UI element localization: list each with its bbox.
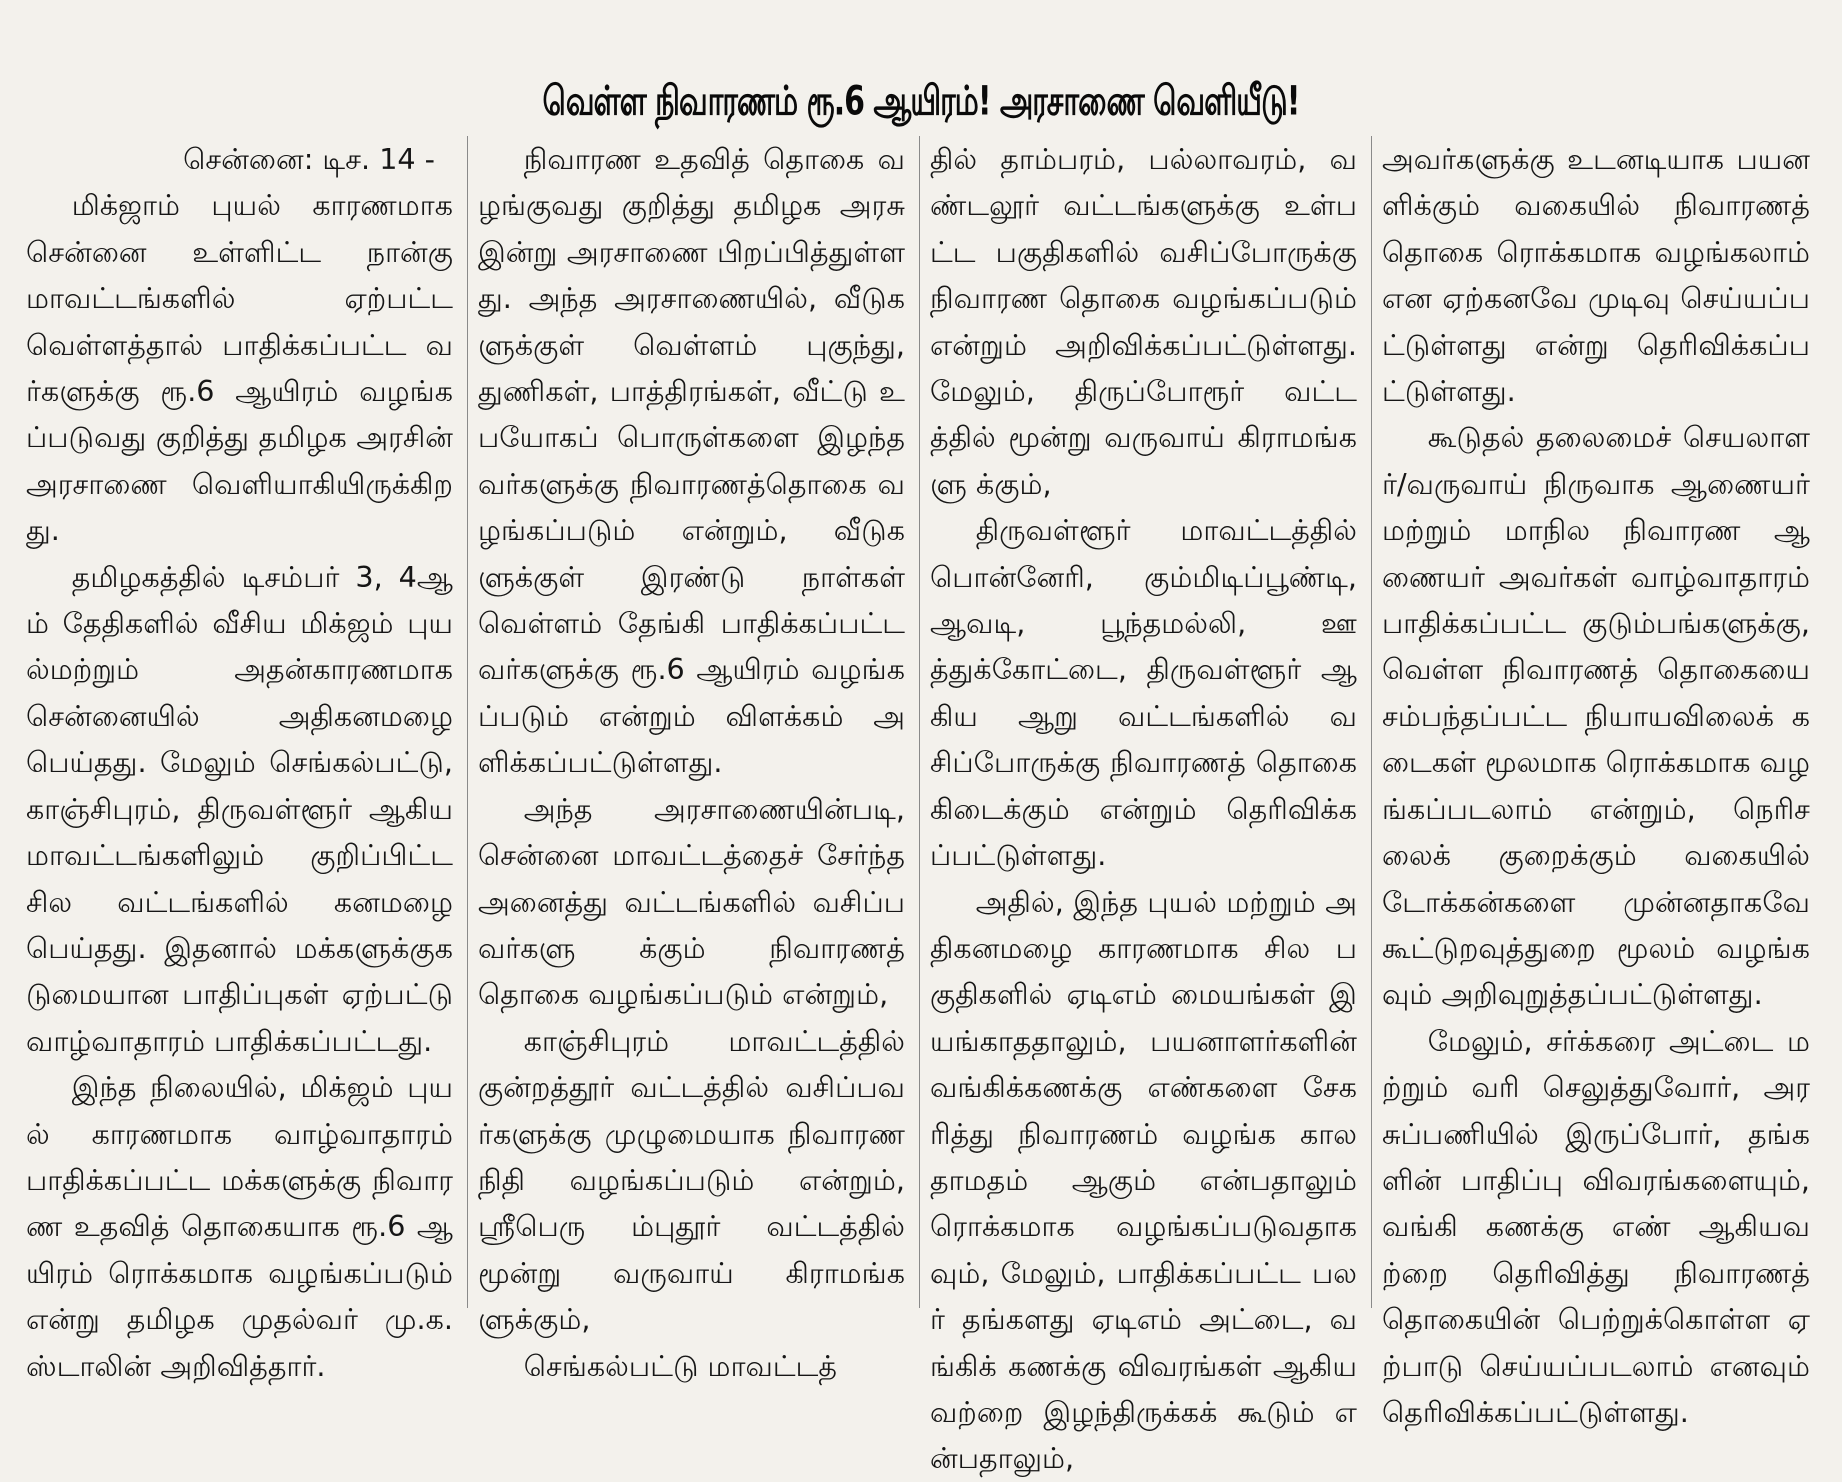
dateline: சென்னை: டிச. 14 - (183, 142, 435, 176)
article-body (16, 136, 1826, 1476)
article-paragraph: திருவள்ளூர் மாவட்டத்தில் பொன்னேரி, கும்மிடிப்பூண்டி, ஆவடி, பூந்தமல்லி, ஊத்துக்கோட்டை, திருவள்ளூர் ஆகிய ஆறு வட்டங்களில் வசிப்போருக்கு நிவாரணத் தொகை கிடைக்கும் என்றும் தெரிவிக்கப்பட்டுள்ளது. (930, 513, 1357, 873)
article-paragraph: நிவாரண உதவித் தொகை வழங்குவது குறித்து தமிழக அரசு இன்று அரசாணை பிறப்பித்துள்ளது. அந்த அரசாணையில், வீடுகளுக்குள் வெள்ளம் புகுந்து, துணிகள், பாத்திரங்கள், வீட்டு உபயோகப் பொருள்களை இழந்தவர்களுக்கு நிவாரணத்தொகை வழங்கப்படும் என்றும், வீடுகளுக்குள் இரண்டு நாள்கள் வெள்ளம் தேங்கி பாதிக்கப்பட்டவர்களுக்கு ரூ.6 ஆயிரம் வழங்கப்படும் என்றும் விளக்கம் அளிக்கப்பட்டுள்ளது. (478, 142, 905, 780)
article-paragraph: கூடுதல் தலைமைச் செயலாளர்/வருவாய் நிருவாக ஆணையர் மற்றும் மாநில நிவாரண ஆணையர் அவர்கள் வாழ்வாதாரம் பாதிக்கப்பட்ட குடும்பங்களுக்கு, வெள்ள நிவாரணத் தொகையை சம்பந்தப்பட்ட நியாயவிலைக் கடைகள் மூலமாக ரொக்கமாக வழங்கப்படலாம் என்றும், நெரிசலைக் குறைக்கும் வகையில் டோக்கன்களை முன்னதாகவே கூட்டுறவுத்துறை மூலம் வழங்கவும் அறிவுறுத்தப்பட்டுள்ளது. (1382, 420, 1810, 1012)
article-paragraph: இந்த நிலையில், மிக்ஜம் புயல் காரணமாக வாழ்வாதாரம் பாதிக்கப்பட்ட மக்களுக்கு நிவாரண உதவித் தொகையாக ரூ.6 ஆயிரம் ரொக்கமாக வழங்கப்படும் என்று தமிழக முதல்வர் மு.க. ஸ்டாலின் அறிவித்தார். (26, 1070, 453, 1383)
article-column-2 (468, 136, 920, 1383)
article-paragraph: மிக்ஜாம் புயல் காரணமாக சென்னை உள்ளிட்ட நான்கு மாவட்டங்களில் ஏற்பட்ட வெள்ளத்தால் பாதிக்கப்பட்ட வர்களுக்கு ரூ.6 ஆயிரம் வழங்கப்படுவது குறித்து தமிழக அரசின் அரசாணை வெளியாகியிருக்கிறது. (26, 188, 453, 548)
article-paragraph: காஞ்சிபுரம் மாவட்டத்தில் குன்றத்தூர் வட்டத்தில் வசிப்பவர்களுக்கு முழுமையாக நிவாரண நிதி வழங்கப்படும் என்றும், ஸ்ரீபெரு ம்புதூர் வட்டத்தில் மூன்று வருவாய் கிராமங்களுக்கும், (478, 1023, 905, 1337)
article-paragraph: அதில், இந்த புயல் மற்றும் அதிகனமழை காரணமாக சில பகுதிகளில் ஏடிஎம் மையங்கள் இயங்காததாலும், பயனாளர்களின் வங்கிக்கணக்கு எண்களை சேகரித்து நிவாரணம் வழங்க காலதாமதம் ஆகும் என்பதாலும் ரொக்கமாக வழங்கப்படுவதாகவும், மேலும், பாதிக்கப்பட்ட பலர் தங்களது ஏடிஎம் அட்டை, வங்கிக் கணக்கு விவரங்கள் ஆகியவற்றை இழந்திருக்கக் கூடும் என்பதாலும், (930, 884, 1357, 1476)
article-paragraph: அந்த அரசாணையின்படி, சென்னை மாவட்டத்தைச் சேர்ந்த அனைத்து வட்டங்களில் வசிப்பவர்களு க்கும் நிவாரணத் தொகை வழங்கப்படும் என்றும், (478, 791, 905, 1012)
article-paragraph: அவர்களுக்கு உடனடியாக பயனளிக்கும் வகையில் நிவாரணத் தொகை ரொக்கமாக வழங்கலாம் என ஏற்கனவே முடிவு செய்யப்பட்டுள்ளது என்று தெரிவிக்கப்பட்டுள்ளது. (1382, 142, 1810, 409)
article-paragraph: செங்கல்பட்டு மாவட்டத் (523, 1348, 838, 1383)
headline: வெள்ள நிவாரணம் ரூ.6 ஆயிரம்! அரசாணை வெளியீடு! (542, 78, 1300, 126)
article-paragraph: தமிழகத்தில் டிசம்பர் 3, 4ஆம் தேதிகளில் வீசிய மிக்ஜம் புயல்மற்றும் அதன்காரணமாக சென்னையில் அதிகனமழை பெய்தது. மேலும் செங்கல்பட்டு, காஞ்சிபுரம், திருவள்ளூர் ஆகிய மாவட்டங்களிலும் குறிப்பிட்ட சில வட்டங்களில் கனமழை பெய்தது. இதனால் மக்களுக்குகடுமையான பாதிப்புகள் ஏற்பட்டு வாழ்வாதாரம் பாதிக்கப்பட்டது. (26, 559, 453, 1058)
article-column-4 (1372, 136, 1824, 1429)
article-paragraph: தில் தாம்பரம், பல்லாவரம், வண்டலூர் வட்டங்களுக்கு உள்பட்ட பகுதிகளில் வசிப்போருக்கு நிவாரண தொகை வழங்கப்படும் என்றும் அறிவிக்கப்பட்டுள்ளது. மேலும், திருப்போரூர் வட்டத்தில் மூன்று வருவாய் கிராமங்களு க்கும், (930, 142, 1357, 501)
article-column-1 (16, 136, 468, 1383)
article-paragraph: மேலும், சர்க்கரை அட்டை மற்றும் வரி செலுத்துவோர், அரசுப்பணியில் இருப்போர், தங்களின் பாதிப்பு விவரங்களையும், வங்கி கணக்கு எண் ஆகியவற்றை தெரிவித்து நிவாரணத் தொகையின் பெற்றுக்கொள்ள ஏற்பாடு செய்யப்படலாம் எனவும் தெரிவிக்கப்பட்டுள்ளது. (1382, 1023, 1810, 1429)
article-column-3 (920, 136, 1372, 1476)
